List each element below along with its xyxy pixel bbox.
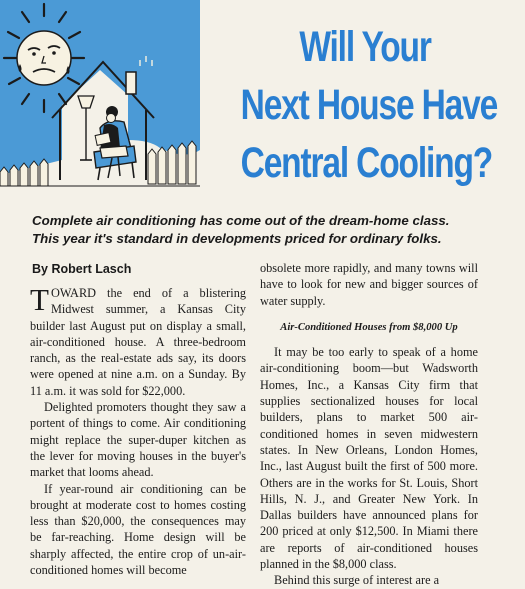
- column-right: [260, 260, 478, 589]
- section-subhead: Air-Conditioned Houses from $8,000 Up: [280, 321, 458, 333]
- title-line-2: Next House Have: [240, 81, 498, 129]
- paragraph-2: Delighted promoters thought they saw a portent of things to come. Air conditioning might replace the super-duper kitchen as the lever for moving houses in the buyer's market that looms ahead.: [30, 400, 246, 480]
- drop-cap: T: [30, 282, 49, 317]
- column-left: [30, 282, 246, 578]
- paragraph-3: If year-round air conditioning can be brought at moderate cost to homes costing less than $20,000, the consequences may be far-reaching. Home design will be sharply affected, the entire crop of un-air-conditioned homes will become: [30, 481, 246, 578]
- floor-lamp: [78, 96, 94, 160]
- title-line-3: Central Cooling?: [240, 139, 493, 187]
- paragraph-4: obsolete more rapidly, and many towns will have to look for new and bigger sources of water supply.: [260, 261, 478, 308]
- deck-line-2: This year it's standard in developments priced for ordinary folks.: [32, 231, 442, 246]
- byline: By Robert Lasch: [32, 262, 132, 276]
- chimney: [126, 72, 136, 94]
- paragraph-5: It may be too early to speak of a home air-conditioning boom—but Wadsworth Homes, Inc., a Kansas City firm that supplies sectionalized houses for local builders, plans to market 500 air-conditioned homes in seven midwestern states. In New Orleans, London Homes, Inc., last August built the first of 500 more. Others are in the works for St. Louis, Short Hills, N. J., and Greater New York. In Dallas builders have announced plans for 200 priced at only $12,500. In Miami there are reports of air-conditioned houses planned in the $8,000 class.: [260, 345, 478, 572]
- article-title: [240, 18, 498, 192]
- paragraph-1-text: OWARD the end of a blistering Midwest summer, a Kansas City builder last August put on display a small, air-conditioned house. A three-bedroom ranch, as the real-estate ads say, its doors were opened at nine a.m. on a Sunday. By 11 a.m. it was sold for $22,000.: [30, 286, 246, 398]
- article-deck: [32, 212, 522, 248]
- illustration-hot-sun-house: [0, 0, 200, 205]
- deck-line-1: Complete air conditioning has come out of the dream-home class.: [32, 213, 450, 228]
- paragraph-6: Behind this surge of interest are a: [274, 573, 440, 588]
- paragraph-1: [30, 282, 246, 399]
- title-line-1: Will Your: [299, 23, 431, 71]
